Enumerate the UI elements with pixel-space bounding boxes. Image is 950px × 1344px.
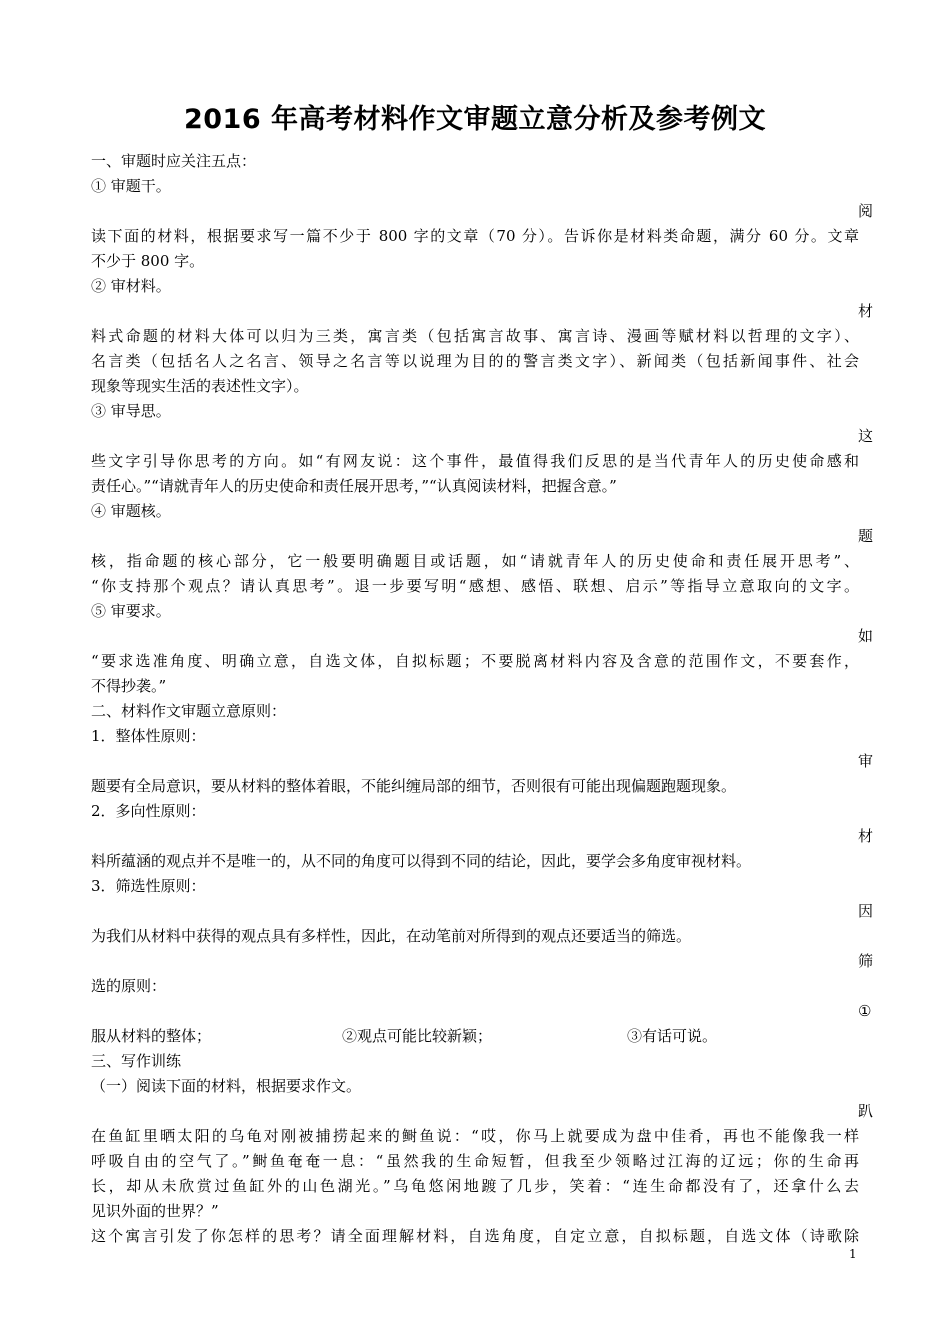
wrapped-char: 材 bbox=[858, 827, 874, 845]
paragraph-line: 核，指命题的核心部分，它一般要明确题目或话题，如“请就青年人的历史使命和责任展开思考”、 bbox=[91, 552, 859, 570]
section-heading-1: 一、审题时应关注五点： bbox=[91, 152, 257, 170]
wrapped-char: 题 bbox=[858, 527, 874, 545]
list-item: ⑤ 审要求。 bbox=[91, 602, 171, 620]
paragraph-line: 些文字引导你思考的方向。如“有网友说：这个事件，最值得我们反思的是当代青年人的历史使命感和 bbox=[91, 452, 859, 470]
wrapped-char: 材 bbox=[858, 302, 874, 320]
paragraph-line: 料所蕴涵的观点并不是唯一的，从不同的角度可以得到不同的结论，因此，要学会多角度审视材料。 bbox=[91, 852, 752, 870]
list-item: ③ 审导思。 bbox=[91, 402, 171, 420]
list-item: ② 审材料。 bbox=[91, 277, 171, 295]
document-title: 2016 年高考材料作文审题立意分析及参考例文 bbox=[183, 104, 767, 135]
paragraph-line: 见识外面的世界？” bbox=[91, 1202, 219, 1220]
wrapped-char: 如 bbox=[858, 627, 874, 645]
wrapped-char: 审 bbox=[858, 752, 874, 770]
principle-item: ②观点可能比较新颖； bbox=[342, 1027, 493, 1045]
page-number: 1 bbox=[849, 1247, 857, 1261]
exercise-heading: （一）阅读下面的材料，根据要求作文。 bbox=[91, 1077, 362, 1095]
list-item: ④ 审题核。 bbox=[91, 502, 171, 520]
paragraph-line: 不少于 800 字。 bbox=[91, 252, 205, 270]
principle-item: ③有话可说。 bbox=[627, 1027, 718, 1045]
paragraph-line: 名言类（包括名人之名言、领导之名言等以说理为目的的警言类文字）、新闻类（包括新闻事件、社会 bbox=[91, 352, 859, 370]
list-item: 1．整体性原则： bbox=[91, 727, 206, 745]
list-item: 3．筛选性原则： bbox=[91, 877, 206, 895]
wrapped-char: ① bbox=[858, 1002, 872, 1020]
list-item: 2．多向性原则： bbox=[91, 802, 206, 820]
wrapped-char: 趴 bbox=[858, 1102, 874, 1120]
paragraph-line: 读下面的材料，根据要求写一篇不少于 800 字的文章（70 分）。告诉你是材料类命题，满分 60 分。文章 bbox=[91, 227, 859, 245]
paragraph-line: 呼吸自由的空气了。”鲥鱼奄奄一息：“虽然我的生命短暂，但我至少领略过江海的辽远；你的生命再 bbox=[91, 1152, 859, 1170]
paragraph-line: 料式命题的材料大体可以归为三类，寓言类（包括寓言故事、寓言诗、漫画等赋材料以哲理的文字）、 bbox=[91, 327, 859, 345]
paragraph-line: 现象等现实生活的表述性文字）。 bbox=[91, 377, 309, 395]
paragraph-line: 不得抄袭。” bbox=[91, 677, 167, 695]
paragraph-line: 长，却从未欣赏过鱼缸外的山色湖光。”乌龟悠闲地踱了几步，笑着：“连生命都没有了，还拿什么去 bbox=[91, 1177, 859, 1195]
wrapped-char: 筛 bbox=[858, 952, 874, 970]
paragraph-line: 为我们从材料中获得的观点具有多样性，因此，在动笔前对所得到的观点还要适当的筛选。 bbox=[91, 927, 692, 945]
list-item: ① 审题干。 bbox=[91, 177, 171, 195]
wrapped-char: 因 bbox=[858, 902, 874, 920]
paragraph-line: 责任心。”“请就青年人的历史使命和责任展开思考，”“认真阅读材料，把握含意。” bbox=[91, 477, 617, 495]
paragraph-line: 这个寓言引发了你怎样的思考？请全面理解材料，自选角度，自定立意，自拟标题，自选文体（诗歌除 bbox=[91, 1227, 859, 1245]
paragraph-line: “要求选准角度、明确立意，自选文体，自拟标题；不要脱离材料内容及含意的范围作文，不要套作， bbox=[91, 652, 859, 670]
paragraph-line: 在鱼缸里晒太阳的乌龟对刚被捕捞起来的鲥鱼说：“哎，你马上就要成为盘中佳肴，再也不能像我一样 bbox=[91, 1127, 859, 1145]
section-heading-3: 三、写作训练 bbox=[91, 1052, 182, 1070]
paragraph-line: 题要有全局意识，要从材料的整体着眼，不能纠缠局部的细节，否则很有可能出现偏题跑题现象。 bbox=[91, 777, 737, 795]
wrapped-char: 阅 bbox=[858, 202, 874, 220]
principle-item: 服从材料的整体； bbox=[91, 1027, 212, 1045]
paragraph-line: “你支持那个观点？请认真思考”。退一步要写明“感想、感悟、联想、启示”等指导立意取向的文字。 bbox=[91, 577, 859, 595]
paragraph-line: 选的原则： bbox=[91, 977, 167, 995]
section-heading-2: 二、材料作文审题立意原则： bbox=[91, 702, 287, 720]
wrapped-char: 这 bbox=[858, 427, 874, 445]
